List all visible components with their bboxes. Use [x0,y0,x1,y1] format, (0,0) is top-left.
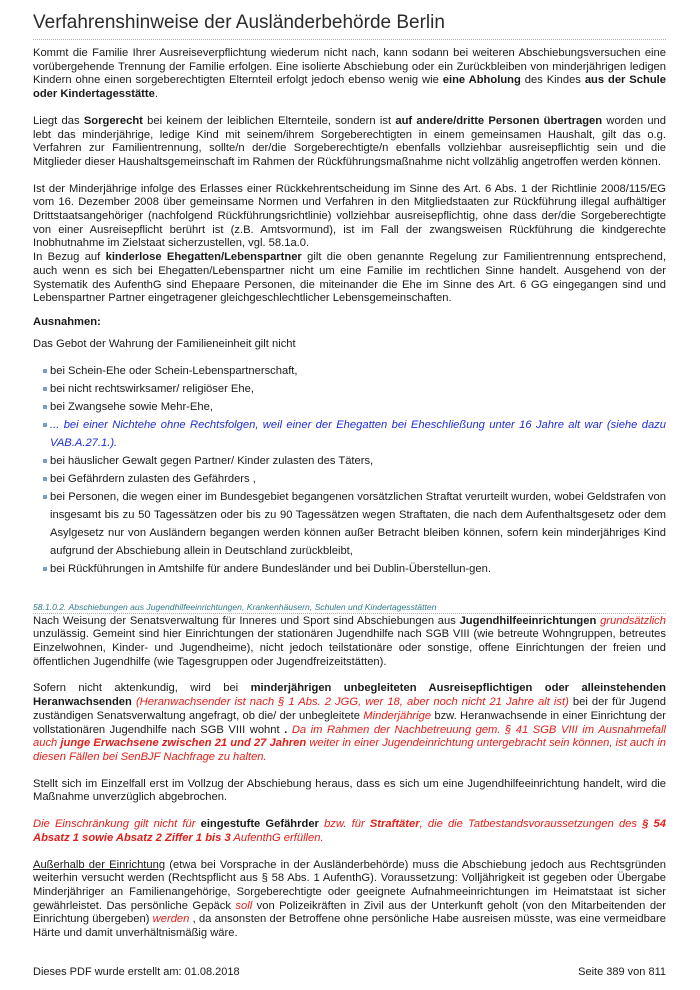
text: Kommt die Familie Ihrer Ausreiseverpflichtung wiederum nicht nach, kann sodann bei weiteren Abschiebungsversuchen eine vorübergehende Trennung der Familie erfolgen. Eine isolierte Abschiebung oder ein Zurückbleiben von minderjährigen ledigen Kindern ohne einen sorgeberechtigten Elternteil erfolgt jedoch ebenso wenig wie [33,47,666,87]
emphasis: aus der Schule oder Kindertagesstätte [33,74,666,101]
text: bei keinem der leiblichen Elternteile, sondern ist [142,114,396,127]
list-item [33,380,666,398]
emphasis: Sorgerecht [83,114,143,127]
text: worden und lebt das minderjährige, ledige Kind mit seinem/ihrem Sorgeberechtigten in einem gemeinsamen Haushalt, gilt das o.g. Verfahren zur Familientrennung, sollte/n der/die Sorgeberechtigte/n ebenfalls vollziehbar ausreisepflichtig sein und die Mitglieder dieser Haushaltsgemeinschaft im Rahmen der Rückführungsmaßnahme nicht vollzählig angetroffen werden können. [33,114,667,168]
bullet-icon [43,387,47,391]
emphasis: eingestufte Gefährder [200,818,319,831]
emphasis: minderjährigen unbegleiteten Ausreisepflichtigen oder alleinstehenden Heranwachsenden [33,682,666,709]
bullet-icon [43,477,47,481]
text: Nach Weisung der Senatsverwaltung für Inneres und Sport sind Abschiebungen aus [33,614,460,627]
highlight-text: soll [235,899,253,912]
paragraph-custody [33,115,666,170]
text: , da ansonsten der Betroffene ohne persönliche Habe ausreisen müsste, was eine vermeidbare Härte und damit unverhältnismäßig wäre. [33,913,666,940]
emphasis: eine Abholung [442,74,521,87]
highlight-text: grundsätzlich [600,614,666,627]
text: von Polizeikräften in Zivil aus der Unterkunft geholt (von den Mitarbeitenden der Einrichtung übergeben) [33,899,666,926]
list-item [33,362,666,380]
highlight-text: werden [152,913,190,926]
paragraph-return-directive: Ist der Minderjährige infolge des Erlasses einer Rückkehrentscheidung im Sinne des Art. 6 Abs. 1 der Richtlinie 2008/115/EG vom 16. Dezember 2008 über gemeinsame Normen und Verfahren in den Mitgliedstaaten zur Rückführung illegal aufhältiger Drittstaatsangehöriger (nachfolgend Rückführungsrichtlinie) vollziehbar ausreisepflichtig, ohne dass der/die Sorgeberechtigte von einer Ausreisepflicht berührt ist (z.B. Amtsvormund), ist im Fall der zwangsweisen Rückführung die kindgerechte Inobhutnahme im Zielstaat sicherzustellen, vgl. 58.1a.0. [33,182,666,250]
list-item [33,416,666,452]
text: In Bezug auf [33,251,106,264]
highlight-text: weiter in einer Jugendeinrichtung untergebracht sein können, ist auch in diesen Fällen bei SenBJF Nachfrage zu halten. [33,737,666,763]
list-item [33,488,666,560]
page-title: Verfahrenshinweise der Ausländerbehörde Berlin [33,10,666,40]
text: gilt die oben genannte Regelung zur Familientrennung entsprechend, auch wenn es sich bei Ehegatten/Lebenspartner nicht um eine Familie im rechtlichen Sinne handelt. Ausgehend von der Systematik des AufenthG sind Ehepaare Personen, die miteinander die Ehe im Sinne des Art. 6 GG eingegangen sind und Lebenspartner Partner eingetragener gleichgeschlechtlicher Lebensgemeinschaften. [33,251,666,305]
page-number: Seite 389 von 811 [578,966,666,978]
list-item-text: ... bei einer Nichtehe ohne Rechtsfolgen, weil einer der Ehegatten bei Eheschließung unter 16 Jahre alt war (siehe dazu VAB.A.27.1.). [50,418,666,449]
exceptions-heading: Ausnahmen: [33,315,101,328]
highlight-text: (Heranwachsender ist nach § 1 Abs. 2 JGG, wer 18, aber noch nicht 21 Jahre alt ist) [135,696,569,709]
text: unzulässig. Gemeint sind hier Einrichtungen der stationären Jugendhilfe nach SGB VIII (wie betreute Wohngruppen, betreutes Einzelwohnen, Kinder- und Jugendheime), nicht jedoch teilstationäre oder sonstige, offene Einrichtungen der freien und öffentlichen Jugendhilfe (wie Tagesgruppen oder Jugendfreizeitstätten). [33,628,666,668]
paragraph-minors-inquiry [33,682,666,764]
text: Sofern nicht aktenkundig, wird bei [33,682,251,695]
paragraph-childless-spouses [33,251,666,306]
text: des Kindes [520,74,585,87]
list-item [33,560,666,578]
paragraph-abort-measure: Stellt sich im Einzelfall erst im Vollzug der Abschiebung heraus, dass es sich um eine Jugendhilfeeinrichtung handelt, wird die Maßnahme unverzüglich abgebrochen. [33,777,666,804]
list-item-text: bei Personen, die wegen einer im Bundesgebiet begangenen vorsätzlichen Straftat verurteilt wurden, wobei Geldstrafen von insgesamt bis zu 50 Tagessätzen oder bis zu 90 Tagessätzen wegen Straftaten, die nach dem Aufenthaltsgesetz oder dem Asylgesetz nur von Ausländern begangen werden können außer Betracht bleiben können, sofern kein minderjähriges Kind aufgrund der Abschiebung allein in Deutschland zurückbleibt, [50,490,666,557]
highlight-emphasis: junge Erwachsene zwischen 21 und 27 Jahren [60,737,307,750]
list-item-text: bei Gefährdern zulasten des Gefährders , [50,472,256,485]
paragraph-restriction-exception [33,818,666,845]
highlight-emphasis: Straftäter [369,818,420,831]
bullet-icon [43,459,47,463]
highlight-text: bzw. für [318,818,370,831]
bullet-icon [43,495,47,499]
bullet-icon [43,567,47,571]
text: Liegt das [33,114,84,127]
emphasis: . [284,723,292,736]
emphasis: Jugendhilfeeinrichtungen [459,614,597,627]
list-item-text: bei Rückführungen in Amtshilfe für andere Bundesländer und bei Dublin-Überstellun-gen. [50,562,491,575]
section-caption: 58.1.0.2. Abschiebungen aus Jugendhilfeeinrichtungen, Krankenhäusern, Schulen und Kindertagesstätten [33,602,666,614]
exceptions-intro: Das Gebot der Wahrung der Familieneinheit gilt nicht [33,337,296,350]
highlight-text: , die die Tatbestandsvoraussetzungen des [419,818,643,831]
list-item-text: bei nicht rechtswirksamer/ religiöser Ehe, [50,382,254,395]
pdf-created-date: Dieses PDF wurde erstellt am: 01.08.2018 [33,966,240,978]
paragraph-outside-facility [33,859,666,941]
highlight-text: Die Einschränkung gilt nicht für [33,818,201,831]
highlight-text: AufenthG erfüllen. [230,831,324,844]
list-item [33,452,666,470]
text: (etwa bei Vorsprache in der Ausländerbehörde) muss die Abschiebung jedoch aus Rechtsgründen weiterhin versucht werden (Rechtspflicht aus § 58 Abs. 1 AufenthG). Voraussetzung: Volljährigkeit ist gegeben oder Übergabe Minderjähriger an Familienangehörige, Sorgeberechtigte oder geeignete Aufnahmeeinrichtungen im Heimatstaat ist sicher gewährleistet. Das persönliche Gepäck [33,858,666,912]
emphasis: auf andere/dritte Personen übertragen [395,114,603,127]
highlight-text: Minderjährige [363,709,432,722]
bullet-icon [43,369,47,373]
list-item-text: bei Schein-Ehe oder Schein-Lebenspartnerschaft, [50,364,298,377]
document-page [33,10,666,941]
paragraph-family-separation [33,47,666,102]
paragraph-youth-welfare [33,615,666,670]
emphasis: kinderlose Ehegatten/Lebenspartner [105,251,302,264]
bullet-icon [43,423,47,427]
exceptions-list [33,362,666,578]
highlight-emphasis: § 54 Absatz 1 sowie Absatz 2 Ziffer 1 bis 3 [33,818,666,844]
list-item-text: bei häuslicher Gewalt gegen Partner/ Kinder zulasten des Täters, [50,454,374,467]
list-item-text: bei Zwangsehe sowie Mehr-Ehe, [50,400,213,413]
underlined-text: Außerhalb der Einrichtung [33,858,166,871]
bullet-icon [43,405,47,409]
highlight-text: Da im Rahmen der Nachbetreuung gem. § 41 SGB VIII im Ausnahmefall auch [33,723,666,750]
text: bzw. Heranwachsende in einer Einrichtung der vollstationären Jugendhilfe nach SGB VIII wohnt [33,709,666,736]
text: bei der für Jugend zuständigen Senatsverwaltung angefragt, ob die/ der unbegleitete [33,696,666,722]
text: . [154,88,158,101]
list-item [33,398,666,416]
page-footer [33,966,666,978]
list-item [33,470,666,488]
